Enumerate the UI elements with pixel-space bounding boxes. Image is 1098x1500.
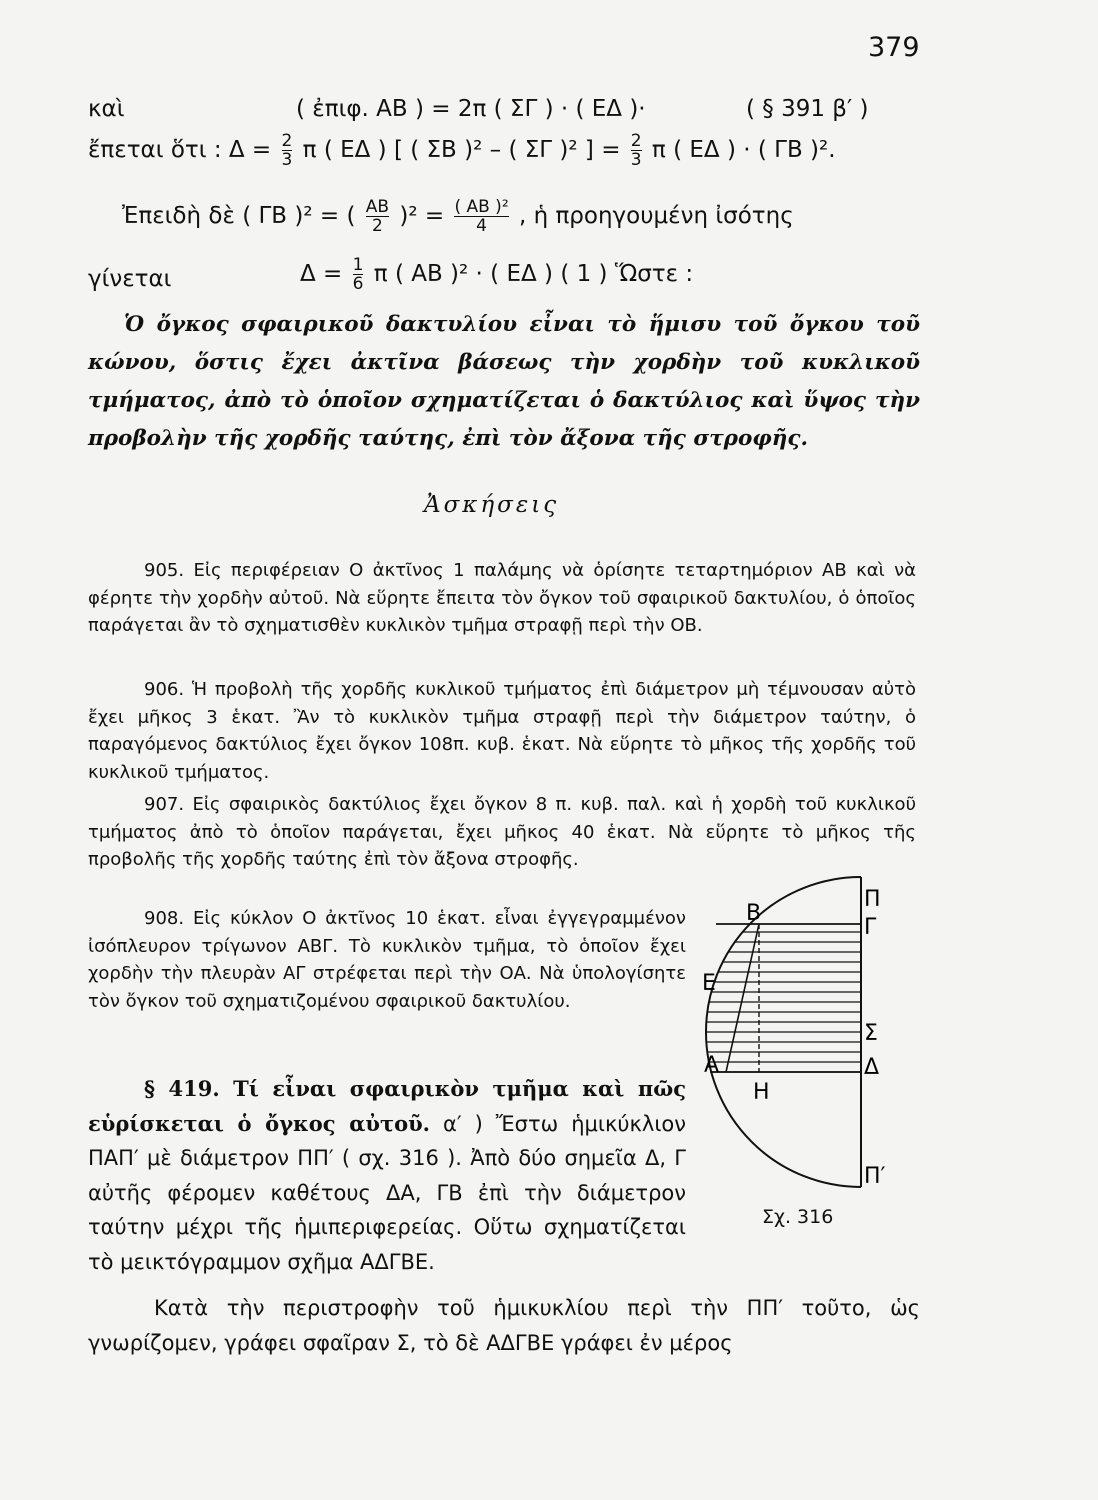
figure-caption: Σχ. 316: [762, 1206, 834, 1228]
section-title: § 419. Τί εἶναι σφαιρικὸν τμῆμα καὶ πῶς εὑρίσκεται ὁ ὄγκος αὐτοῦ.: [88, 1076, 686, 1136]
equation-2: [88, 132, 836, 169]
label-p-prime: Π′: [864, 1164, 886, 1189]
fraction: [353, 256, 364, 293]
equation-2-mid: π ( ΕΔ ) [ ( ΣΒ )² – ( ΣΓ )² ] =: [302, 137, 621, 163]
fraction-numerator: ( ΑΒ )²: [454, 197, 509, 217]
exercise-906: 906. Ἡ προβολὴ τῆς χορδῆς κυκλικοῦ τμήματος ἐπὶ διάμετρον μὴ τέμνουσαν αὐτὸ ἔχει μῆκος 3 ἑκατ. Ἂν τὸ κυκλικὸν τμῆμα στραφῇ περὶ τὴν διάμετρον ταύτην, ὁ παραγόμενος δακτύλιος ἔχει ὄγκον 108π. κυβ. ἑκατ. Νὰ εὕρητε τὸ μῆκος τῆς χορδῆς τοῦ κυκλικοῦ τμήματος.: [88, 679, 916, 783]
fraction-denominator: 4: [476, 216, 487, 236]
equation-3-post: , ἡ προηγουμένη ἰσότης: [518, 203, 794, 229]
fraction-numerator: 2: [281, 131, 293, 151]
equation-4-post: π ( ΑΒ )² · ( ΕΔ ) ( 1 ) Ὥστε :: [373, 261, 694, 287]
equation-1-reference: ( § 391 β′ ): [746, 96, 869, 122]
label-h: Η: [753, 1080, 770, 1105]
equation-1: ( ἐπιφ. ΑΒ ) = 2π ( ΣΓ ) · ( ΕΔ )·: [296, 96, 646, 122]
exercise-905: 905. Εἰς περιφέρειαν Ο ἀκτῖνος 1 παλάμης νὰ ὁρίσητε τεταρτημόριον ΑΒ καὶ νὰ φέρητε τὴν χορδὴν αὐτοῦ. Νὰ εὕρητε ἔπειτα τὸν ὄγκον τοῦ σφαιρικοῦ δακτυλίου, ὁ ὁποῖος παράγεται ἂν τὸ σχηματισθὲν κυκλικὸν τμῆμα στραφῇ περὶ τὴν ΟΒ.: [88, 560, 916, 636]
equation-4-pre: Δ =: [300, 261, 343, 287]
fraction-numerator: 1: [352, 255, 364, 275]
hatched-region: [706, 932, 861, 1072]
equation-3-pre: Ἐπειδὴ δὲ ( ΓΒ )² = (: [122, 203, 356, 229]
label-b: Β: [746, 901, 762, 926]
fraction-numerator: ΑΒ: [365, 197, 390, 217]
fraction: [282, 132, 293, 169]
label-g: Γ: [864, 915, 877, 940]
label-e: Ε: [702, 971, 716, 996]
section-419: [88, 1072, 686, 1279]
fraction: [454, 198, 508, 235]
fraction-denominator: 2: [371, 216, 383, 236]
equation-3-mid: )² =: [399, 203, 445, 229]
theorem-statement: Ὁ ὄγκος σφαιρικοῦ δακτυλίου εἶναι τὸ ἥμισυ τοῦ ὄγκου τοῦ κώνου, ὅστις ἔχει ἀκτῖνα βάσεως τὴν χορδὴν τοῦ κυκλικοῦ τμήματος, ἀπὸ τὸ ὁποῖον σχηματίζεται ὁ δακτύλιος καὶ ὕψος τὴν προβολὴν τῆς χορδῆς ταύτης, ἐπὶ τὸν ἄξονα τῆς στροφῆς.: [88, 312, 920, 451]
fraction-numerator: 2: [630, 131, 642, 151]
equation-2-pre: ἔπεται ὅτι : Δ =: [88, 137, 272, 163]
fraction: [366, 198, 389, 235]
fraction-denominator: 3: [630, 150, 642, 170]
exercise-908: 908. Εἰς κύκλον Ο ἀκτῖνος 10 ἑκατ. εἶναι ἐγγεγραμμένον ἰσόπλευρον τρίγωνον ΑΒΓ. Τὸ κυκλικὸν τμῆμα, τὸ ὁποῖον ἔχει χορδὴν τὴν πλευρὰν ΑΓ στρέφεται περὶ τὴν ΟΑ. Νὰ ὑπολογίσητε τὸν ὄγκον τοῦ σχηματιζομένου σφαιρικοῦ δακτυλίου.: [88, 908, 686, 1012]
equation-2-post: π ( ΕΔ ) · ( ΓΒ )².: [651, 137, 836, 163]
label-p: Π: [864, 887, 881, 912]
equation-4-lead: γίνεται: [88, 266, 172, 292]
label-a: Α: [704, 1053, 720, 1078]
exercise-907: 907. Εἰς σφαιρικὸς δακτύλιος ἔχει ὄγκον 8 π. κυβ. παλ. καὶ ἡ χορδὴ τοῦ κυκλικοῦ τμήματος ἀπὸ τὸ ὁποῖον παράγεται, ἔχει μῆκος 40 ἑκατ. Νὰ εὕρητε τὸ μῆκος τῆς προβολῆς τῆς χορδῆς ταύτης ἐπὶ τὸν ἄξονα στροφῆς.: [88, 794, 916, 870]
page-number: 379: [868, 32, 920, 63]
fraction-denominator: 3: [281, 150, 293, 170]
closing-paragraph: Κατὰ τὴν περιστροφὴν τοῦ ἡμικυκλίου περὶ τὴν ΠΠ′ τοῦτο, ὡς γνωρίζομεν, γράφει σφαῖραν Σ, τὸ δὲ ΑΔΓΒΕ γράφει ἐν μέρος: [88, 1296, 920, 1355]
equation-3: [122, 198, 794, 235]
exercises-heading: Ἀσκήσεις: [424, 492, 560, 518]
fraction: [631, 132, 642, 169]
figure-316: [696, 872, 916, 1190]
equation-1-lead: καὶ: [88, 96, 125, 122]
section-text: α′ ) Ἔστω ἡμικύκλιον ΠΑΠ′ μὲ διάμετρον ΠΠ′ ( σχ. 316 ). Ἀπὸ δύο σημεῖα Δ, Γ αὐτῆς φέρομεν καθέτους ΔΑ, ΓΒ ἐπὶ τὴν διάμετρον ταύτην μέχρι τῆς ἡμιπεριφερείας. Οὕτω σχηματίζεται τὸ μεικτόγραμμον σχῆμα ΑΔΓΒΕ.: [88, 1111, 687, 1274]
equation-4: [300, 256, 693, 293]
label-d: Δ: [864, 1055, 880, 1080]
label-s: Σ: [864, 1021, 878, 1046]
fraction-denominator: 6: [352, 274, 364, 294]
